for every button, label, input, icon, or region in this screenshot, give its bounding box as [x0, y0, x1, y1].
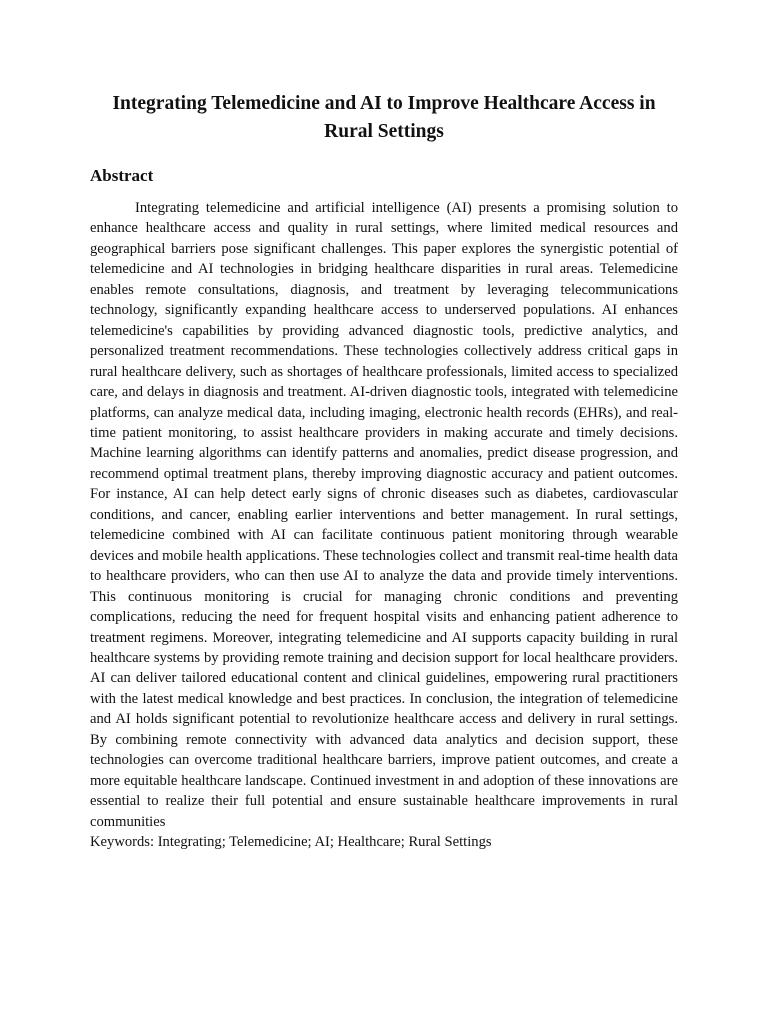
- abstract-body: Integrating telemedicine and artificial intelligence (AI) presents a promising solution to enhance healthcare access and quality in rural settings, where limited medical resources and geographical barriers pose significant challenges. This paper explores the synergistic potential of telemedicine and AI technologies in bridging healthcare disparities in rural areas. Telemedicine enables remote consultations, diagnosis, and treatment by leveraging telecommunications technology, significantly expanding healthcare access to underserved populations. AI enhances telemedicine's capabilities by providing advanced diagnostic tools, predictive analytics, and personalized treatment recommendations. These technologies collectively address critical gaps in rural healthcare delivery, such as shortages of healthcare professionals, limited access to specialized care, and delays in diagnosis and treatment. AI-driven diagnostic tools, integrated with telemedicine platforms, can analyze medical data, including imaging, electronic health records (EHRs), and real-time patient monitoring, to assist healthcare providers in making accurate and timely decisions. Machine learning algorithms can identify patterns and anomalies, predict disease progression, and recommend optimal treatment plans, thereby improving diagnostic accuracy and patient outcomes. For instance, AI can help detect early signs of chronic diseases such as diabetes, cardiovascular conditions, and cancer, enabling earlier interventions and better management. In rural settings, telemedicine combined with AI can facilitate continuous patient monitoring through wearable devices and mobile health applications. These technologies collect and transmit real-time health data to healthcare providers, who can then use AI to analyze the data and provide timely interventions. This continuous monitoring is crucial for managing chronic conditions and preventing complications, reducing the need for frequent hospital visits and enhancing patient adherence to treatment regimens. Moreover, integrating telemedicine and AI supports capacity building in rural healthcare systems by providing remote training and decision support for local healthcare providers. AI can deliver tailored educational content and clinical guidelines, empowering rural practitioners with the latest medical knowledge and best practices. In conclusion, the integration of telemedicine and AI holds significant potential to revolutionize healthcare access and delivery in rural settings. By combining remote connectivity with advanced data analytics and decision support, these technologies can overcome traditional healthcare barriers, improve patient outcomes, and create a more equitable healthcare landscape. Continued investment in and adoption of these innovations are essential to realize their full potential and ensure sustainable healthcare improvements in rural communities: [90, 200, 678, 830]
- paper-title: Integrating Telemedicine and AI to Improve Healthcare Access in Rural Settings: [112, 93, 656, 142]
- abstract-heading: Abstract: [90, 166, 154, 185]
- keywords-line: Keywords: Integrating; Telemedicine; AI; Healthcare; Rural Settings: [90, 834, 492, 851]
- document-page: [90, 90, 678, 853]
